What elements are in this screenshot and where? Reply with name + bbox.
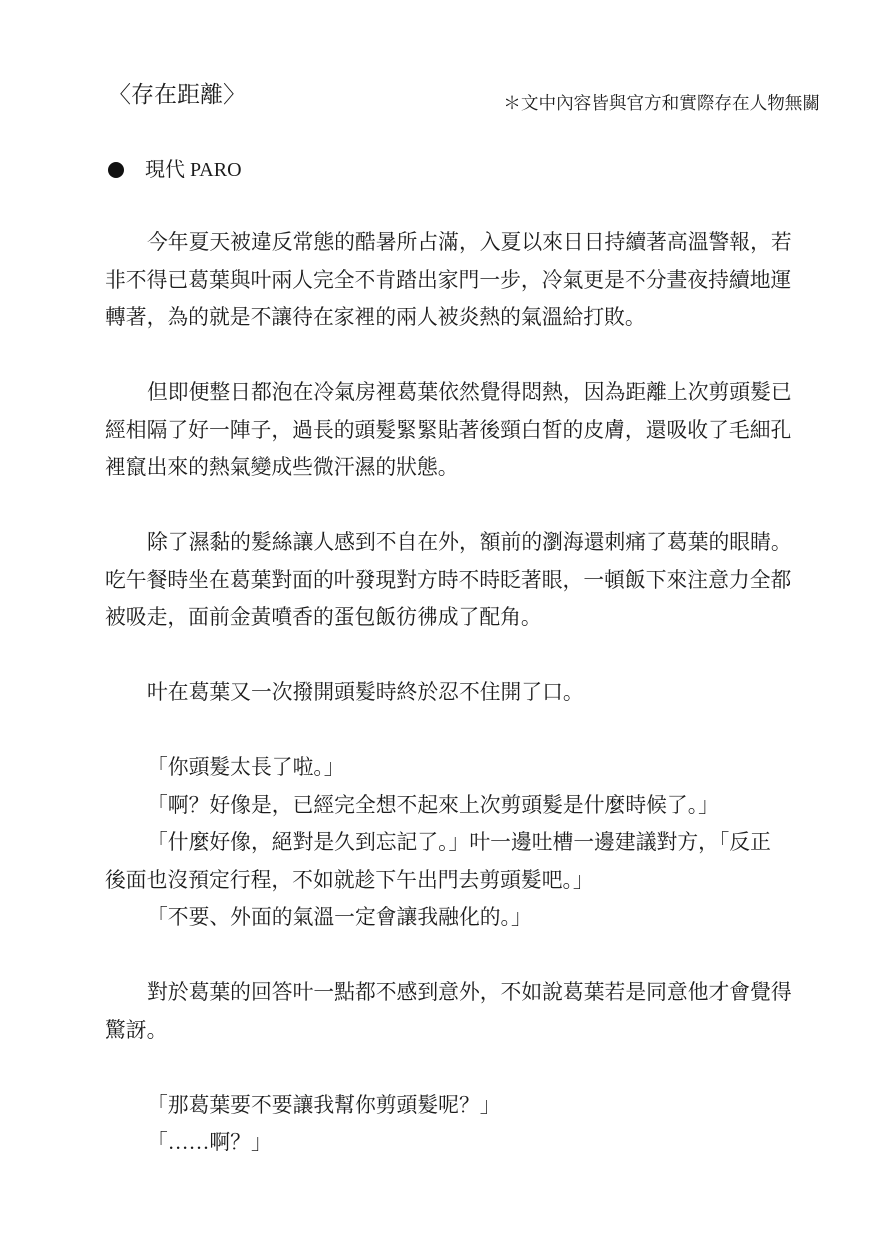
disclaimer-note: ＊文中內容皆與官方和實際存在人物無關: [503, 93, 820, 113]
paragraph-line: 轉著，為的就是不讓待在家裡的兩人被炎熱的氣溫給打敗。: [105, 306, 646, 329]
paragraph-line: 但即便整日都泡在冷氣房裡葛葉依然覺得悶熱，因為距離上次剪頭髮已: [147, 381, 792, 404]
paragraph-line: 吃午餐時坐在葛葉對面的叶發現對方時不時眨著眼，一頓飯下來注意力全都: [105, 568, 792, 592]
dialogue-line: 「什麼好像，絕對是久到忘記了。」叶一邊吐槽一邊建議對方，「反正: [147, 831, 771, 854]
dialogue-block: [105, 1087, 805, 1162]
bullet-icon: [108, 162, 124, 178]
paragraph-line: 今年夏天被違反常態的酷暑所占滿，入夏以來日日持續著高溫警報，若: [147, 231, 792, 254]
chapter-title: 〈存在距離〉: [108, 82, 246, 107]
paragraph: [105, 674, 805, 712]
dialogue-line: 「那葛葉要不要讓我幫你剪頭髮呢？」: [147, 1093, 501, 1117]
dialogue-line: 「……啊？」: [147, 1131, 272, 1154]
paragraph: [105, 974, 805, 1049]
paragraph: [105, 374, 805, 487]
paragraph-line: 驚訝。: [105, 1018, 168, 1042]
paragraph: [105, 524, 805, 637]
paragraph-line: 除了濕黏的髮絲讓人感到不自在外，額前的瀏海還刺痛了葛葉的眼睛。: [147, 531, 792, 554]
dialogue-line: 「你頭髮太長了啦。」: [147, 756, 345, 779]
story-body: [105, 224, 805, 1162]
dialogue-block: [105, 749, 805, 937]
section-label: 現代 PARO: [145, 159, 242, 181]
paragraph-line: 經相隔了好一陣子，過長的頭髮緊緊貼著後頸白皙的皮膚，還吸收了毛細孔: [105, 418, 792, 442]
paragraph-line: 對於葛葉的回答叶一點都不感到意外，不如說葛葉若是同意他才會覺得: [147, 981, 792, 1004]
dialogue-line: 「啊？好像是，已經完全想不起來上次剪頭髮是什麼時候了。」: [147, 793, 719, 817]
paragraph-line: 裡竄出來的熱氣變成些微汗濕的狀態。: [105, 456, 459, 479]
dialogue-line: 「不要、外面的氣溫一定會讓我融化的。」: [147, 906, 532, 929]
paragraph-line: 叶在葛葉又一次撥開頭髮時終於忍不住開了口。: [147, 681, 584, 704]
paragraph-line: 非不得已葛葉與叶兩人完全不肯踏出家門一步，冷氣更是不分晝夜持續地運: [105, 268, 792, 292]
paragraph-line: 被吸走，面前金黃噴香的蛋包飯彷彿成了配角。: [105, 606, 542, 629]
dialogue-line: 後面也沒預定行程，不如就趁下午出門去剪頭髮吧。」: [105, 868, 594, 892]
paragraph: [105, 224, 805, 337]
section-heading: [108, 155, 242, 185]
